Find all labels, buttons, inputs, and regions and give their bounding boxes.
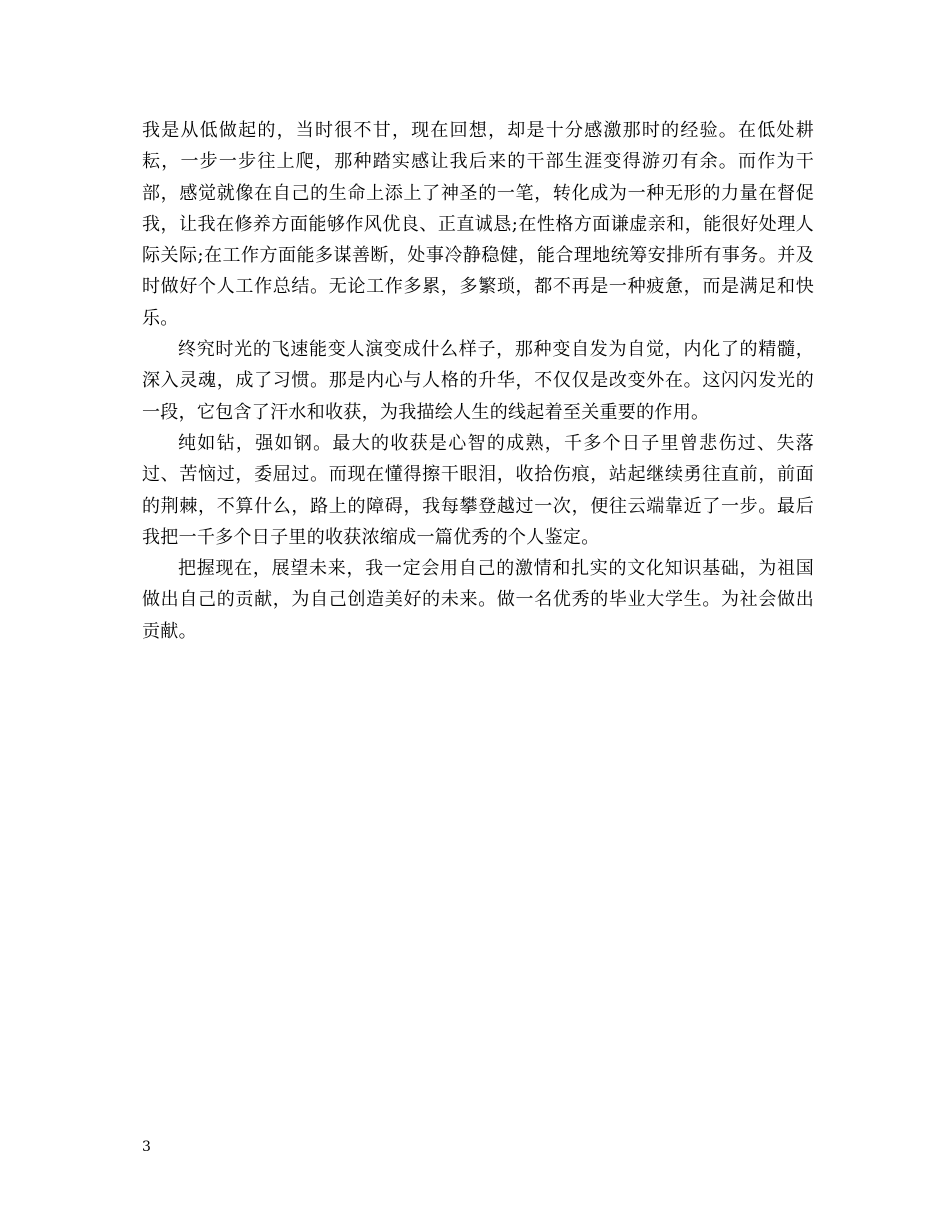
paragraph-1: 我是从低做起的，当时很不甘，现在回想，却是十分感激那时的经验。在低处耕耘，一步一步往上爬，那种踏实感让我后来的干部生涯变得游刃有余。而作为干部，感觉就像在自己的生命上添上了神圣的一笔，转化成为一种无形的力量在督促我，让我在修养方面能够作风优良、正直诚恳;在性格方面谦虚亲和，能很好处理人际关际;在工作方面能多谋善断，处事冷静稳健，能合理地统筹安排所有事务。并及时做好个人工作总结。无论工作多累，多繁琐，都不再是一种疲惫，而是满足和快乐。 [142,120,814,329]
paragraph-4: 把握现在，展望未来，我一定会用自己的激情和扎实的文化知识基础，为祖国做出自己的贡献，为自己创造美好的未来。做一名优秀的毕业大学生。为社会做出贡献。 [142,558,814,642]
paragraph-2: 终究时光的飞速能变人演变成什么样子，那种变自发为自觉，内化了的精髓，深入灵魂，成了习惯。那是内心与人格的升华，不仅仅是改变外在。这闪闪发光的一段，它包含了汗水和收获，为我描绘人生的线起着至关重要的作用。 [142,339,814,423]
page-number: 3 [142,1139,151,1155]
paragraph-3: 纯如钻，强如钢。最大的收获是心智的成熟，千多个日子里曾悲伤过、失落过、苦恼过，委屈过。而现在懂得擦干眼泪，收拾伤痕，站起继续勇往直前，前面的荆棘，不算什么，路上的障碍，我每攀登越过一次，便往云端靠近了一步。最后我把一千多个日子里的收获浓缩成一篇优秀的个人鉴定。 [142,432,814,548]
body-text [142,115,814,647]
